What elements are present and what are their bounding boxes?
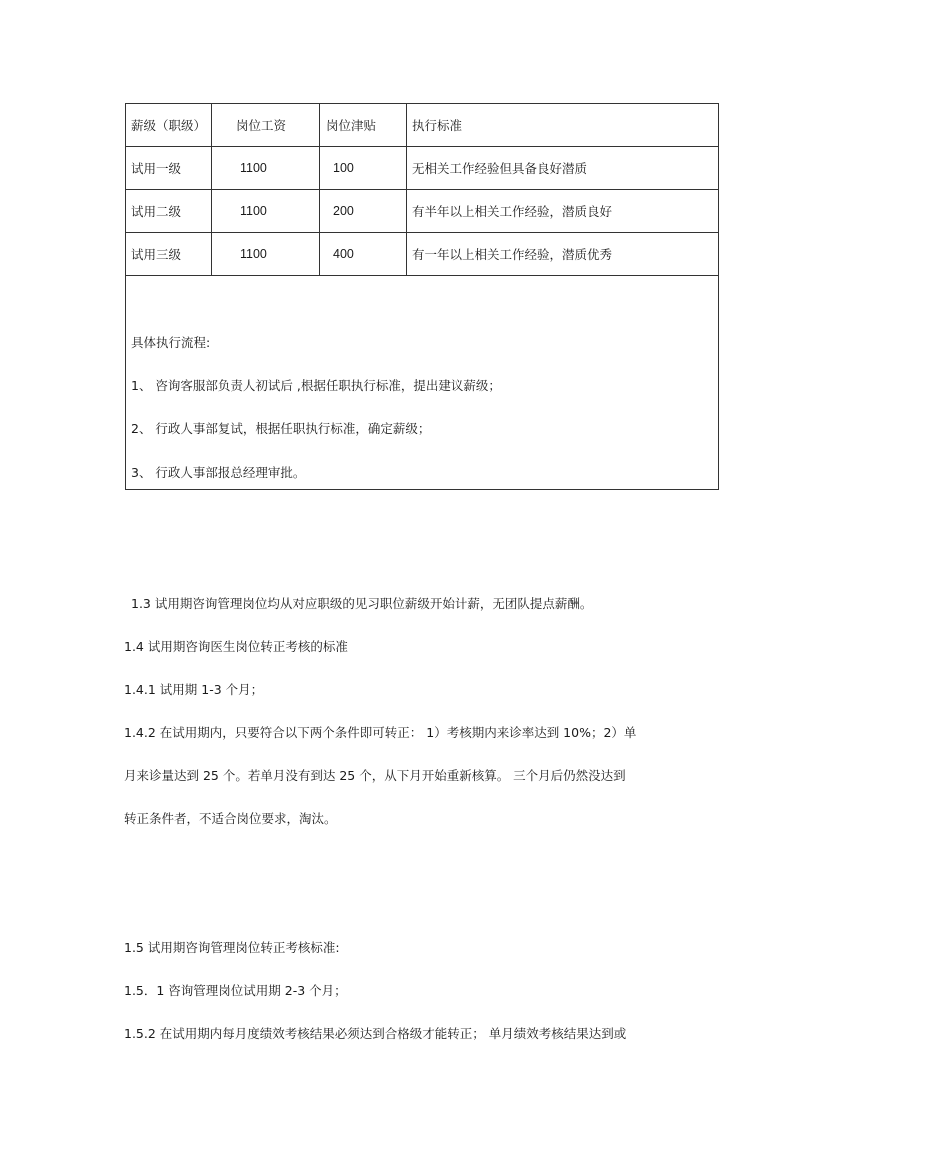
paragraph-1-5-2: 1.5.2 在试用期内每月度绩效考核结果必须达到合格级才能转正； 单月绩效考核结果达到或 bbox=[124, 1026, 627, 1041]
table-row bbox=[126, 233, 719, 276]
heading-1-4: 1.4 试用期咨询医生岗位转正考核的标准 bbox=[124, 639, 348, 654]
header-position-salary: 岗位工资 bbox=[212, 104, 320, 147]
table-header-row bbox=[126, 104, 719, 147]
paragraph-1-4-1: 1.4.1 试用期 1-3 个月； bbox=[124, 682, 264, 697]
cell-standard: 无相关工作经验但具备良好潜质 bbox=[407, 147, 719, 190]
cell-allowance: 200 bbox=[320, 190, 407, 233]
flow-step-1: 1、 咨询客服部负责人初试后 ,根据任职执行标准，提出建议薪级； bbox=[131, 378, 501, 393]
cell-salary: 1100 bbox=[212, 147, 320, 190]
header-allowance: 岗位津贴 bbox=[320, 104, 407, 147]
flow-row bbox=[126, 276, 719, 490]
flow-step-3: 3、 行政人事部报总经理审批。 bbox=[131, 465, 306, 480]
header-grade: 薪级（职级） bbox=[126, 104, 212, 147]
paragraph-1-3: 1.3 试用期咨询管理岗位均从对应职级的见习职位薪级开始计薪，无团队提点薪酬。 bbox=[131, 596, 593, 611]
flow-title: 具体执行流程: bbox=[131, 335, 211, 350]
paragraph-1-4-2-line2: 月来诊量达到 25 个。若单月没有到达 25 个，从下月开始重新核算。 三个月后仍然没达到 bbox=[124, 768, 626, 783]
salary-table bbox=[125, 103, 719, 490]
heading-1-5: 1.5 试用期咨询管理岗位转正考核标准: bbox=[124, 940, 340, 955]
cell-allowance: 400 bbox=[320, 233, 407, 276]
cell-grade: 试用一级 bbox=[126, 147, 212, 190]
cell-salary: 1100 bbox=[212, 190, 320, 233]
paragraph-1-4-2-line1: 1.4.2 在试用期内，只要符合以下两个条件即可转正： 1）考核期内来诊率达到 10%；2）单 bbox=[124, 725, 637, 740]
cell-standard: 有半年以上相关工作经验，潜质良好 bbox=[407, 190, 719, 233]
paragraph-1-4-2-line3: 转正条件者，不适合岗位要求，淘汰。 bbox=[124, 811, 337, 826]
flow-cell bbox=[126, 276, 719, 490]
cell-grade: 试用三级 bbox=[126, 233, 212, 276]
cell-grade: 试用二级 bbox=[126, 190, 212, 233]
cell-standard: 有一年以上相关工作经验，潜质优秀 bbox=[407, 233, 719, 276]
flow-step-2: 2、 行政人事部复试，根据任职执行标准，确定薪级； bbox=[131, 421, 431, 436]
cell-salary: 1100 bbox=[212, 233, 320, 276]
header-standard: 执行标准 bbox=[407, 104, 719, 147]
cell-allowance: 100 bbox=[320, 147, 407, 190]
table-row bbox=[126, 190, 719, 233]
paragraph-1-5-1: 1.5．1 咨询管理岗位试用期 2-3 个月； bbox=[124, 983, 347, 998]
table-row bbox=[126, 147, 719, 190]
